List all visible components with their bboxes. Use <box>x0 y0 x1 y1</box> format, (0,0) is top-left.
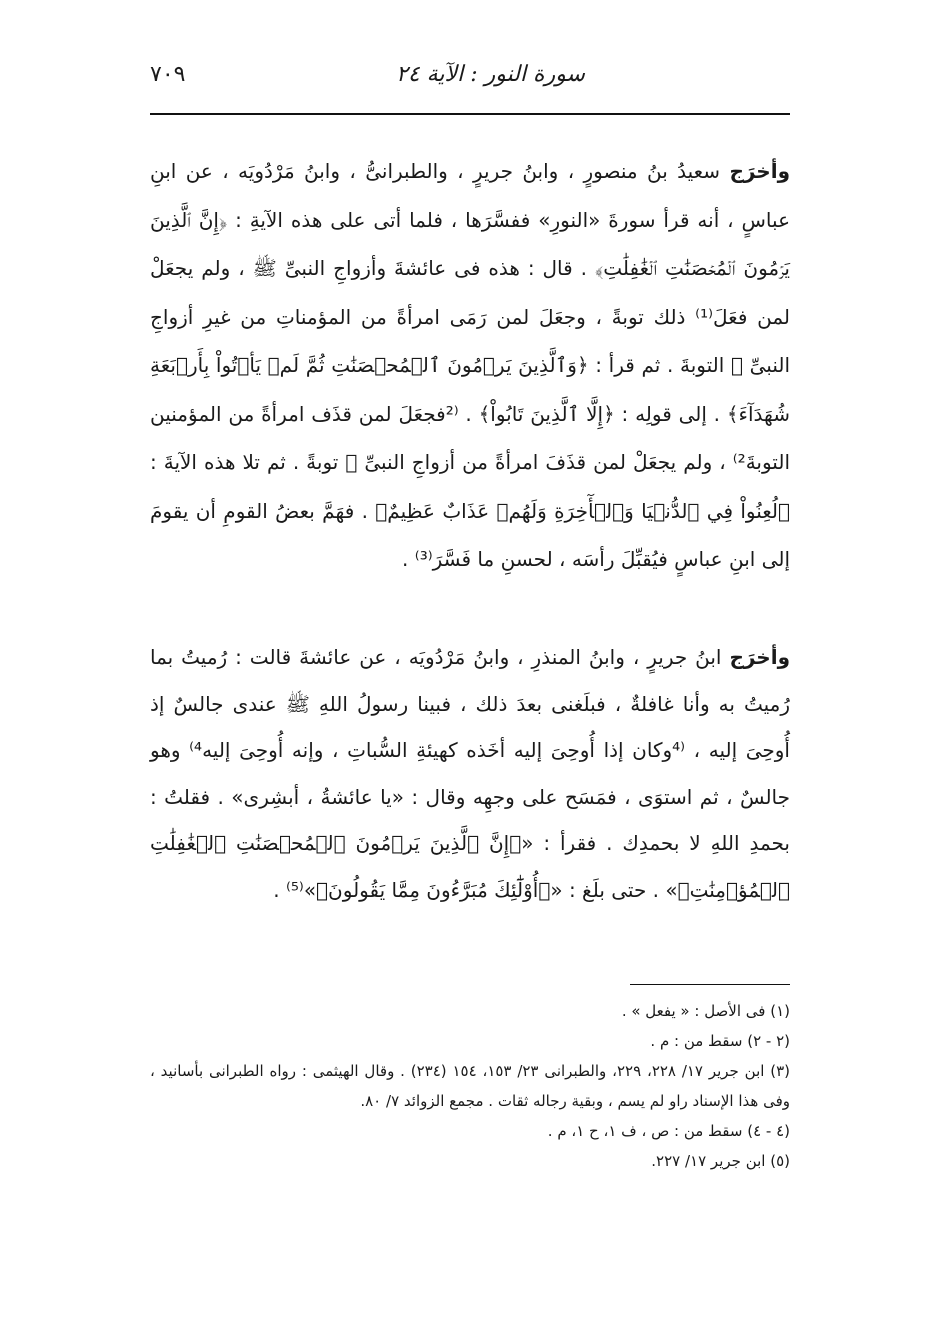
paragraph-1 <box>150 147 790 584</box>
footnote-1: (١) فى الأصل : « يفعل » . <box>621 1002 790 1020</box>
footnotes <box>150 996 790 1176</box>
running-header <box>150 60 790 104</box>
footnote-3: (٣) ابن جرير ١٧/ ٢٢٨، ٢٢٩، والطبرانى ٢٣/ ١٥٣، ١٥٤ (٢٣٤) . وقال الهيثمى : رواه الطبرانى بأسانيد ، وفى هذا الإسناد راو لم يسم ، وبقية رجاله ثقات . مجمع الزوائد ٧/ ٨٠. <box>150 1062 791 1110</box>
header-title: سورة النور : الآية ٢٤ <box>396 62 585 87</box>
paragraph-lead: وأخرَج <box>729 645 790 669</box>
footnote-separator <box>630 984 790 985</box>
footnote-5: (٥) ابن جرير ١٧/ ٢٢٧. <box>651 1152 790 1170</box>
page-number: ٧٠٩ <box>150 62 186 87</box>
paragraph-text: ابنُ جريرٍ ، وابنُ المنذرِ ، وابنُ مَرْدُويَه ، عن عائشةَ قالت : رُميتُ بما رُميتُ به وأنا غافلةٌ ، فبلَغنى بعدَ ذلك ، فبينا رسولُ اللهِ ﷺ عندى جالسٌ إذ أُوحِىَ إليه ، ⁽⁴وكان إذا أُوحِىَ إليه أخَذه كهيئةِ السُّباتِ ، وإنه أُوحِىَ إليه⁴⁾ وهو جالسٌ ، ثم استوَى ، فمَسَح على وجهِه وقال : «يا عائشةُ ، أبشِرى» . فقلتُ : بحمدِ اللهِ لا بحمدِك . فقرأ : «﴿إِنَّ ٱلَّذِينَ يَرۡمُونَ ٱلۡمُحۡصَنَٰتِ ٱلۡغَٰفِلَٰتِ ٱلۡمُؤۡمِنَٰتِ﴾» . حتى بلَغ : «﴿أُوْلَٰٓئِكَ مُبَرَّءُونَ مِمَّا يَقُولُونَ﴾»⁽⁵⁾ . <box>150 645 790 902</box>
footnote-2: (٢ - ٢) سقط من : م . <box>650 1032 790 1050</box>
paragraph-text: سعيدُ بنُ منصورٍ ، وابنُ جريرٍ ، والطبرانىُّ ، وابنُ مَرْدُويَه ، عن ابنِ عباسٍ ، أنه قرأ سورةَ «النورِ» ففسَّرَها ، فلما أتى على هذه الآيةِ : ﴿إِنَّ ٱلَّذِينَ يَرۡمُونَ ٱلۡمُحۡصَنَٰتِ ٱلۡغَٰفِلَٰتِ﴾ . قال : هذه فى عائشةَ وأزواجِ النبىِّ ﷺ ، ولم يجعَلْ لمن فعَلَ⁽¹⁾ ذلك توبةً ، وجعَلَ لمن رَمَى امرأةً من المؤمناتِ من غيرِ أزواجِ النبىِّ ﷺ التوبةَ . ثم قرأ : ﴿وَٱلَّذِينَ يَرۡمُونَ ٱلۡمُحۡصَنَٰتِ ثُمَّ لَمۡ يَأۡتُواْ بِأَرۡبَعَةِ شُهَدَآءَ﴾ . إلى قولِه : ﴿إِلَّا ٱلَّذِينَ تَابُواْ﴾ . ⁽²فجعَلَ لمن قذَف امرأةً من المؤمنين التوبةَ²⁾ ، ولم يجعَلْ لمن قذَفَ امرأةً من أزواجِ النبىِّ ﷺ توبةً . ثم تلا هذه الآيةَ : ﴿لُعِنُواْ فِي ٱلدُّنۡيَا وَٱلۡأٓخِرَةِ وَلَهُمۡ عَذَابٌ عَظِيمٌ﴾ . فهَمَّ بعضُ القومِ أن يقومَ إلى ابنِ عباسٍ فيُقبِّلَ رأسَه ، لحسنِ ما فَسَّرَ⁽³⁾ . <box>150 159 790 571</box>
footnote-4: (٤ - ٤) سقط من : ص ، ف ١، ح ١، م . <box>547 1122 790 1140</box>
paragraph-2 <box>150 634 790 913</box>
header-rule <box>150 113 790 115</box>
paragraph-lead: وأخرَج <box>729 159 790 183</box>
